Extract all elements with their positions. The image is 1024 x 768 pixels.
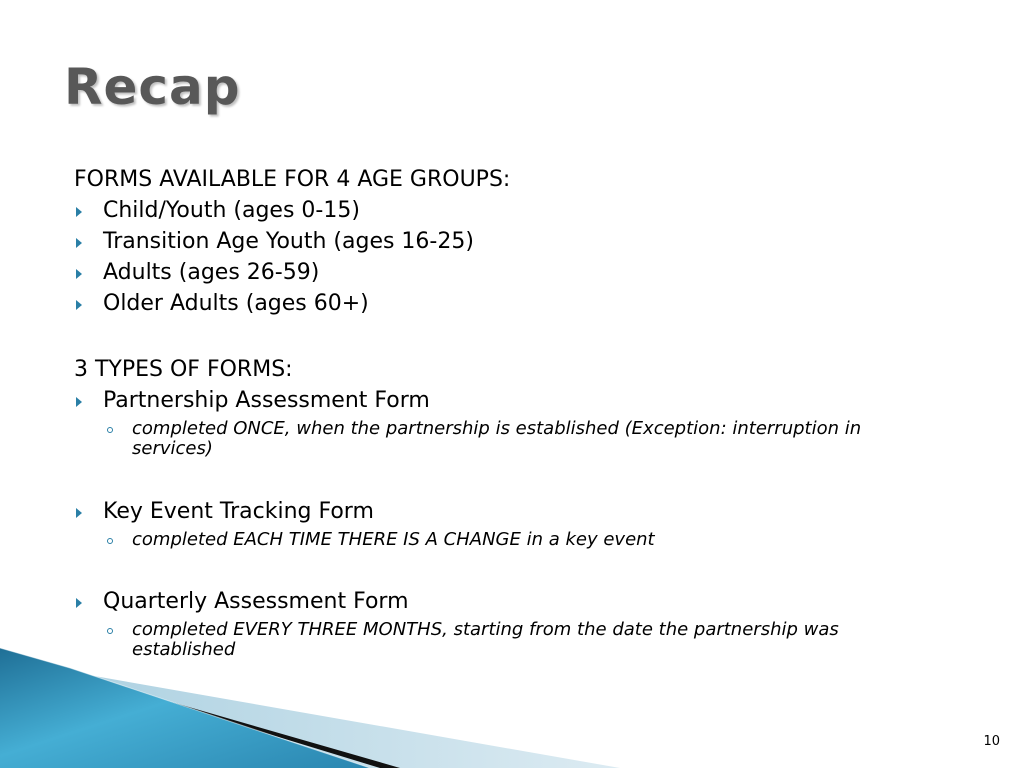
slide-title: Recap [64, 58, 241, 116]
bullet-text: Older Adults (ages 60+) [103, 291, 369, 316]
form-types-heading: 3 TYPES OF FORMS: [74, 357, 293, 382]
bullet-text: Key Event Tracking Form [103, 499, 374, 524]
page-number: 10 [983, 734, 1000, 749]
sub-bullet-text: completed EVERY THREE MONTHS, starting from the date the partnership was established [132, 619, 839, 660]
bullet-text: Quarterly Assessment Form [103, 589, 409, 614]
bullet-text: Adults (ages 26-59) [103, 260, 320, 285]
bullet-text: Partnership Assessment Form [103, 388, 430, 413]
sub-bullet-text: completed EACH TIME THERE IS A CHANGE in a key event [132, 529, 655, 550]
bullet-text: Child/Youth (ages 0-15) [103, 198, 360, 223]
sub-bullet-text: completed ONCE, when the partnership is established (Exception: interruption in services) [132, 418, 862, 459]
bullet-text: Transition Age Youth (ages 16-25) [103, 229, 474, 254]
age-groups-heading: FORMS AVAILABLE FOR 4 AGE GROUPS: [74, 167, 511, 192]
